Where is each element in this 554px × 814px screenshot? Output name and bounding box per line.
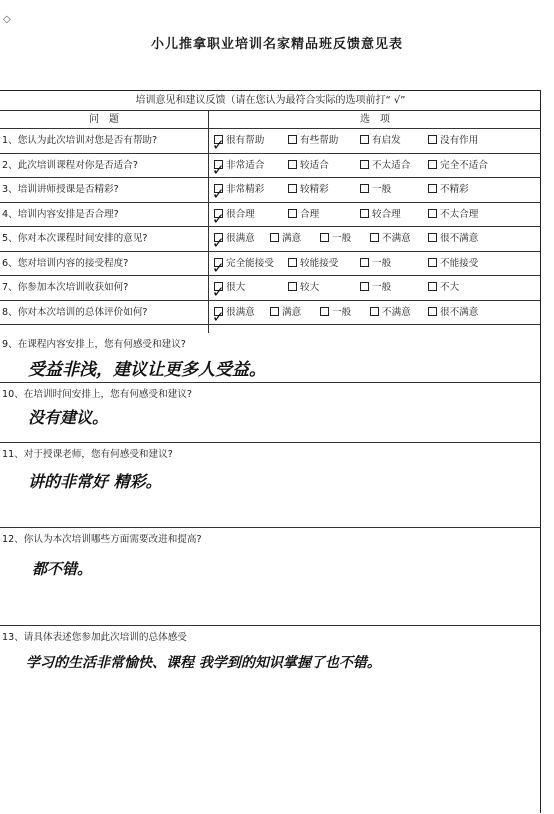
handwritten-answer: 学习的生活非常愉快、课程 我学到的知识掌握了也不错。 <box>26 655 381 671</box>
option-group <box>214 227 538 251</box>
option-label: 很满意 <box>226 233 255 244</box>
question-row <box>0 227 541 252</box>
open-question-row <box>0 443 541 528</box>
option-item[interactable] <box>288 178 329 202</box>
option-group <box>214 301 538 325</box>
question-row <box>0 203 541 228</box>
open-question-row <box>0 528 541 626</box>
checkbox[interactable] <box>360 160 369 169</box>
option-label: 不大 <box>440 282 460 293</box>
option-label: 一般 <box>332 233 352 244</box>
checkbox[interactable] <box>428 307 437 316</box>
option-item[interactable] <box>370 301 411 325</box>
handwritten-answer: 都不错。 <box>32 560 93 578</box>
check-mark-icon: ✓ <box>212 234 225 252</box>
checkbox[interactable] <box>212 258 225 277</box>
option-item[interactable] <box>288 276 319 300</box>
option-item[interactable] <box>428 203 478 227</box>
option-label: 很满意 <box>226 306 255 318</box>
options-column-header: 选 项 <box>360 114 390 125</box>
checkbox[interactable] <box>212 135 225 154</box>
option-label: 非常适合 <box>226 159 265 171</box>
option-item[interactable] <box>214 276 245 300</box>
checkbox[interactable] <box>212 209 225 228</box>
option-label: 没有作用 <box>440 135 479 146</box>
checkbox[interactable] <box>428 209 437 218</box>
handwritten-answer: 讲的非常好 精彩。 <box>28 472 162 491</box>
option-label: 非常精彩 <box>226 184 265 195</box>
question-label: 3、培训讲师授课是否精彩? <box>2 184 119 195</box>
checkbox[interactable] <box>360 258 369 267</box>
option-item[interactable] <box>428 301 478 325</box>
option-label: 很合理 <box>226 208 255 220</box>
checkbox[interactable] <box>288 209 297 218</box>
check-mark-icon: ✓ <box>212 307 225 326</box>
option-label: 很有帮助 <box>226 135 265 146</box>
checkbox[interactable] <box>428 184 437 193</box>
question-row <box>0 301 541 326</box>
checkbox[interactable] <box>320 233 329 242</box>
question-label: 5、你对本次课程时间安排的意见? <box>2 233 148 244</box>
option-item[interactable] <box>360 203 401 227</box>
option-item[interactable] <box>370 227 411 251</box>
checkbox[interactable] <box>212 307 225 326</box>
open-question-label: 12、你认为本次培训哪些方面需要改进和提高? <box>2 534 202 545</box>
column-header-row <box>0 111 541 129</box>
option-item[interactable] <box>214 252 274 276</box>
handwritten-answer: 没有建议。 <box>28 408 109 427</box>
checkbox[interactable] <box>288 160 297 169</box>
option-group <box>214 276 538 300</box>
checkbox[interactable] <box>212 184 225 203</box>
feedback-form-table <box>0 90 541 813</box>
question-row <box>0 154 541 179</box>
option-item[interactable] <box>428 178 469 202</box>
check-mark-icon: ✓ <box>212 283 225 301</box>
check-mark-icon: ✓ <box>212 185 225 203</box>
option-item[interactable] <box>428 276 459 300</box>
option-label: 较精彩 <box>300 184 329 195</box>
option-label: 一般 <box>372 257 392 269</box>
open-question-label: 13、请具体表述您参加此次培训的总体感受 <box>2 632 187 643</box>
option-label: 很大 <box>226 282 246 293</box>
open-question-row <box>0 333 541 383</box>
option-item[interactable] <box>320 301 351 325</box>
question-label: 7、你参加本次培训收获如何? <box>2 282 129 293</box>
option-label: 完全能接受 <box>226 257 274 269</box>
checkbox[interactable] <box>428 233 437 242</box>
option-item[interactable] <box>270 301 301 325</box>
checkbox[interactable] <box>370 307 379 316</box>
question-row <box>0 276 541 301</box>
option-group <box>214 252 538 276</box>
option-label: 合理 <box>300 208 320 220</box>
option-label: 不太合理 <box>440 208 479 220</box>
option-item[interactable] <box>360 178 391 202</box>
option-label: 一般 <box>372 282 392 293</box>
checkbox[interactable] <box>288 184 297 193</box>
question-row <box>0 252 541 277</box>
option-label: 较适合 <box>300 159 329 171</box>
option-group <box>214 178 538 202</box>
checkbox[interactable] <box>428 258 437 267</box>
checkbox[interactable] <box>428 282 437 291</box>
checkbox[interactable] <box>360 282 369 291</box>
option-item[interactable] <box>428 154 488 178</box>
checkbox[interactable] <box>270 307 279 316</box>
checkbox[interactable] <box>360 209 369 218</box>
feedback-header-row <box>0 91 541 111</box>
check-mark-icon: ✓ <box>212 258 225 277</box>
option-label: 完全不适合 <box>440 159 488 171</box>
checkbox[interactable] <box>270 233 279 242</box>
option-item[interactable] <box>288 252 338 276</box>
option-item[interactable] <box>360 252 391 276</box>
question-label: 2、此次培训课程对你是否适合? <box>2 159 138 171</box>
option-item[interactable] <box>288 129 338 153</box>
option-label: 不精彩 <box>440 184 469 195</box>
option-item[interactable] <box>288 154 329 178</box>
feedback-header: 培训意见和建议反馈（请在您认为最符合实际的选项前打“ √” <box>135 95 406 106</box>
option-item[interactable] <box>288 203 319 227</box>
option-item[interactable] <box>214 154 264 178</box>
checkbox[interactable] <box>212 160 225 179</box>
open-question-label: 10、在培训时间安排上，您有何感受和建议? <box>2 389 192 400</box>
check-mark-icon: ✓ <box>212 136 225 154</box>
corner-mark: ◇ <box>3 14 11 25</box>
question-label: 8、你对本次培训的总体评价如何? <box>2 306 148 318</box>
option-label: 满意 <box>282 233 302 244</box>
option-item[interactable] <box>270 227 301 251</box>
option-label: 一般 <box>372 184 392 195</box>
option-label: 较大 <box>300 282 320 293</box>
option-label: 有些帮助 <box>300 135 339 146</box>
handwritten-answer: 受益非浅，建议让更多人受益。 <box>28 360 266 380</box>
option-label: 满意 <box>282 306 302 318</box>
option-item[interactable] <box>428 227 478 251</box>
option-label: 不满意 <box>382 233 411 244</box>
option-group <box>214 154 538 178</box>
option-group <box>214 203 538 227</box>
option-item[interactable] <box>214 129 264 153</box>
open-question-row <box>0 383 541 443</box>
checkbox[interactable] <box>212 233 225 252</box>
option-label: 很不满意 <box>440 306 479 318</box>
check-mark-icon: ✓ <box>212 160 225 179</box>
option-label: 不满意 <box>382 306 411 318</box>
form-title: 小儿推拿职业培训名家精品班反馈意见表 <box>150 37 403 52</box>
question-label: 1、您认为此次培训对您是否有帮助? <box>2 135 158 146</box>
option-item[interactable] <box>360 154 410 178</box>
checkbox[interactable] <box>288 258 297 267</box>
column-divider <box>208 111 209 333</box>
option-item[interactable] <box>360 129 401 153</box>
open-question-label: 11、对于授课老师，您有何感受和建议? <box>2 449 173 460</box>
option-label: 有启发 <box>372 135 401 146</box>
option-item[interactable] <box>214 227 255 251</box>
option-label: 较能接受 <box>300 257 339 269</box>
question-label: 6、您对培训内容的接受程度? <box>2 257 129 269</box>
option-label: 一般 <box>332 306 352 318</box>
question-row <box>0 129 541 154</box>
option-item[interactable] <box>428 252 478 276</box>
checkbox[interactable] <box>370 233 379 242</box>
check-mark-icon: ✓ <box>212 209 225 228</box>
open-question-label: 9、在课程内容安排上，您有何感受和建议? <box>2 339 186 350</box>
checkbox[interactable] <box>288 282 297 291</box>
option-label: 不能接受 <box>440 257 479 269</box>
option-item[interactable] <box>428 129 478 153</box>
option-group <box>214 129 538 153</box>
option-label: 较合理 <box>372 208 401 220</box>
option-item[interactable] <box>214 301 255 325</box>
checkbox[interactable] <box>360 184 369 193</box>
checkbox[interactable] <box>212 282 225 301</box>
checkbox[interactable] <box>288 135 297 144</box>
option-item[interactable] <box>320 227 351 251</box>
checkbox[interactable] <box>428 160 437 169</box>
question-label: 4、培训内容安排是否合理? <box>2 208 119 220</box>
checkbox[interactable] <box>360 135 369 144</box>
option-item[interactable] <box>214 203 255 227</box>
open-question-row <box>0 626 541 814</box>
question-row <box>0 178 541 203</box>
option-item[interactable] <box>360 276 391 300</box>
checkbox[interactable] <box>428 135 437 144</box>
option-label: 很不满意 <box>440 233 479 244</box>
question-column-header: 问 题 <box>89 114 119 125</box>
checkbox[interactable] <box>320 307 329 316</box>
option-label: 不太适合 <box>372 159 411 171</box>
option-item[interactable] <box>214 178 264 202</box>
